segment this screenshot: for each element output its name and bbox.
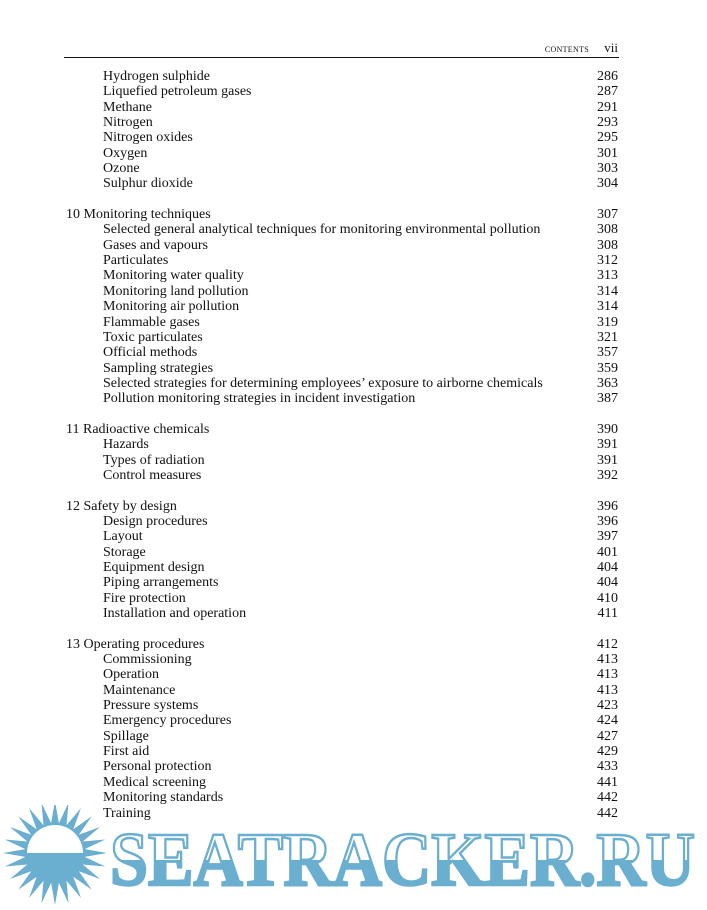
entry-page: 392 — [597, 467, 618, 483]
section-entry — [0, 345, 707, 360]
entry-page: 291 — [597, 99, 618, 115]
running-header — [545, 40, 618, 56]
section-entry — [0, 575, 707, 590]
entry-title: Personal protection — [103, 759, 212, 775]
section-entry — [0, 759, 707, 774]
entry-title: Official methods — [103, 345, 198, 361]
entry-title: Liquefied petroleum gases — [103, 84, 252, 100]
entry-page: 391 — [597, 437, 618, 453]
section-entry — [0, 729, 707, 744]
entry-title: 12 Safety by design — [66, 498, 177, 514]
section-entry — [0, 238, 707, 253]
entry-page: 401 — [597, 544, 618, 560]
entry-page: 321 — [597, 329, 618, 345]
entry-page: 387 — [597, 391, 618, 407]
entry-title: 10 Monitoring techniques — [66, 207, 211, 223]
entry-page: 423 — [597, 698, 618, 714]
section-entry — [0, 437, 707, 452]
entry-title: Gases and vapours — [103, 237, 208, 253]
section-entry — [0, 84, 707, 99]
section-entry — [0, 790, 707, 805]
entry-title: Sulphur dioxide — [103, 176, 193, 192]
entry-title: Design procedures — [103, 513, 208, 529]
entry-page: 391 — [597, 452, 618, 468]
entry-page: 303 — [597, 161, 618, 177]
entry-page: 314 — [597, 299, 618, 315]
entry-title: Selected general analytical techniques for monitoring environmental pollution — [103, 222, 541, 238]
section-entry — [0, 606, 707, 621]
entry-page: 286 — [597, 69, 618, 84]
section-entry — [0, 361, 707, 376]
entry-title: Hazards — [103, 437, 149, 453]
section-entry — [0, 176, 707, 191]
table-of-contents — [0, 69, 707, 821]
entry-title: Installation and operation — [103, 606, 247, 622]
spacer — [0, 192, 707, 207]
section-entry — [0, 268, 707, 283]
entry-title: Sampling strategies — [103, 360, 214, 376]
page-number: vii — [604, 40, 618, 55]
entry-page: 413 — [597, 652, 618, 668]
entry-page: 396 — [597, 513, 618, 529]
entry-title: 13 Operating procedures — [66, 636, 205, 652]
section-entry — [0, 391, 707, 406]
entry-title: Pressure systems — [103, 698, 199, 714]
entry-title: Layout — [103, 529, 143, 545]
entry-title: Selected strategies for determining employees’ exposure to airborne chemicals — [103, 375, 543, 391]
entry-page: 396 — [597, 498, 618, 514]
section-entry — [0, 667, 707, 682]
entry-title: Equipment design — [103, 560, 205, 575]
section-entry — [0, 713, 707, 728]
entry-page: 413 — [597, 682, 618, 698]
section-entry — [0, 453, 707, 468]
entry-title: Monitoring standards — [103, 790, 224, 806]
entry-title: First aid — [103, 744, 150, 760]
entry-page: 308 — [597, 222, 618, 238]
entry-title: Hydrogen sulphide — [103, 69, 210, 84]
entry-page: 313 — [597, 268, 618, 284]
entry-page: 433 — [597, 759, 618, 775]
section-entry — [0, 222, 707, 237]
entry-title: Commissioning — [103, 652, 192, 668]
spacer — [0, 407, 707, 422]
entry-title: Nitrogen oxides — [103, 130, 193, 146]
section-entry — [0, 560, 707, 575]
entry-title: Monitoring air pollution — [103, 299, 240, 315]
entry-page: 413 — [597, 667, 618, 683]
entry-page: 390 — [597, 421, 618, 437]
entry-title: Training — [103, 805, 151, 821]
section-entry — [0, 376, 707, 391]
watermark-logo — [0, 805, 707, 910]
entry-page: 441 — [597, 774, 618, 790]
entry-title: Spillage — [103, 728, 149, 744]
section-entry — [0, 299, 707, 314]
entry-page: 319 — [597, 314, 618, 330]
entry-page: 411 — [597, 606, 618, 622]
chapter-entry — [0, 499, 707, 514]
spacer — [0, 621, 707, 636]
entry-page: 314 — [597, 283, 618, 299]
entry-page: 312 — [597, 253, 618, 269]
entry-title: Particulates — [103, 253, 169, 269]
section-entry — [0, 683, 707, 698]
section-entry — [0, 652, 707, 667]
entry-title: Types of radiation — [103, 452, 205, 468]
section-entry — [0, 130, 707, 145]
chapter-entry — [0, 637, 707, 652]
entry-title: Control measures — [103, 467, 202, 483]
entry-title: Fire protection — [103, 590, 186, 606]
entry-page: 410 — [597, 590, 618, 606]
entry-title: Pollution monitoring strategies in incident investigation — [103, 391, 416, 407]
entry-page: 424 — [597, 713, 618, 729]
section-entry — [0, 100, 707, 115]
entry-title: Monitoring land pollution — [103, 283, 249, 299]
section-entry — [0, 69, 707, 84]
entry-page: 301 — [597, 145, 618, 161]
entry-title: Flammable gases — [103, 314, 200, 330]
entry-page: 412 — [597, 636, 618, 652]
entry-title: Methane — [103, 99, 152, 115]
entry-page: 404 — [597, 575, 618, 591]
entry-title: 11 Radioactive chemicals — [66, 421, 210, 437]
sun-icon — [3, 805, 107, 905]
entry-title: Ozone — [103, 161, 140, 177]
entry-title: Operation — [103, 667, 159, 683]
section-entry — [0, 161, 707, 176]
running-title: contents — [544, 41, 590, 55]
svg-text:SEATRACKER.RU: SEATRACKER.RU — [110, 818, 695, 902]
section-entry — [0, 744, 707, 759]
entry-page: 427 — [597, 728, 618, 744]
section-entry — [0, 253, 707, 268]
entry-page: 304 — [597, 176, 618, 192]
chapter-entry — [0, 207, 707, 222]
section-entry — [0, 529, 707, 544]
entry-page: 442 — [597, 790, 618, 806]
chapter-entry — [0, 422, 707, 437]
entry-title: Oxygen — [103, 145, 148, 161]
entry-page: 307 — [597, 207, 618, 223]
section-entry — [0, 315, 707, 330]
entry-page: 397 — [597, 529, 618, 545]
section-entry — [0, 115, 707, 130]
entry-title: Medical screening — [103, 774, 207, 790]
entry-page: 404 — [597, 560, 618, 575]
spacer — [0, 483, 707, 498]
section-entry — [0, 514, 707, 529]
entry-page: 429 — [597, 744, 618, 760]
section-entry — [0, 591, 707, 606]
section-entry — [0, 284, 707, 299]
entry-page: 442 — [597, 805, 618, 821]
section-entry — [0, 698, 707, 713]
entry-page: 293 — [597, 115, 618, 131]
section-entry — [0, 146, 707, 161]
entry-page: 308 — [597, 237, 618, 253]
section-entry — [0, 545, 707, 560]
entry-title: Monitoring water quality — [103, 268, 244, 284]
section-entry — [0, 775, 707, 790]
header-rule — [64, 57, 619, 58]
section-entry — [0, 330, 707, 345]
entry-page: 287 — [597, 84, 618, 100]
entry-title: Storage — [103, 544, 146, 560]
entry-title: Piping arrangements — [103, 575, 219, 591]
entry-page: 357 — [597, 345, 618, 361]
entry-page: 363 — [597, 375, 618, 391]
entry-page: 295 — [597, 130, 618, 146]
section-entry — [0, 468, 707, 483]
entry-title: Emergency procedures — [103, 713, 232, 729]
entry-title: Maintenance — [103, 682, 176, 698]
entry-title: Nitrogen — [103, 115, 153, 131]
entry-title: Toxic particulates — [103, 329, 203, 345]
entry-page: 359 — [597, 360, 618, 376]
